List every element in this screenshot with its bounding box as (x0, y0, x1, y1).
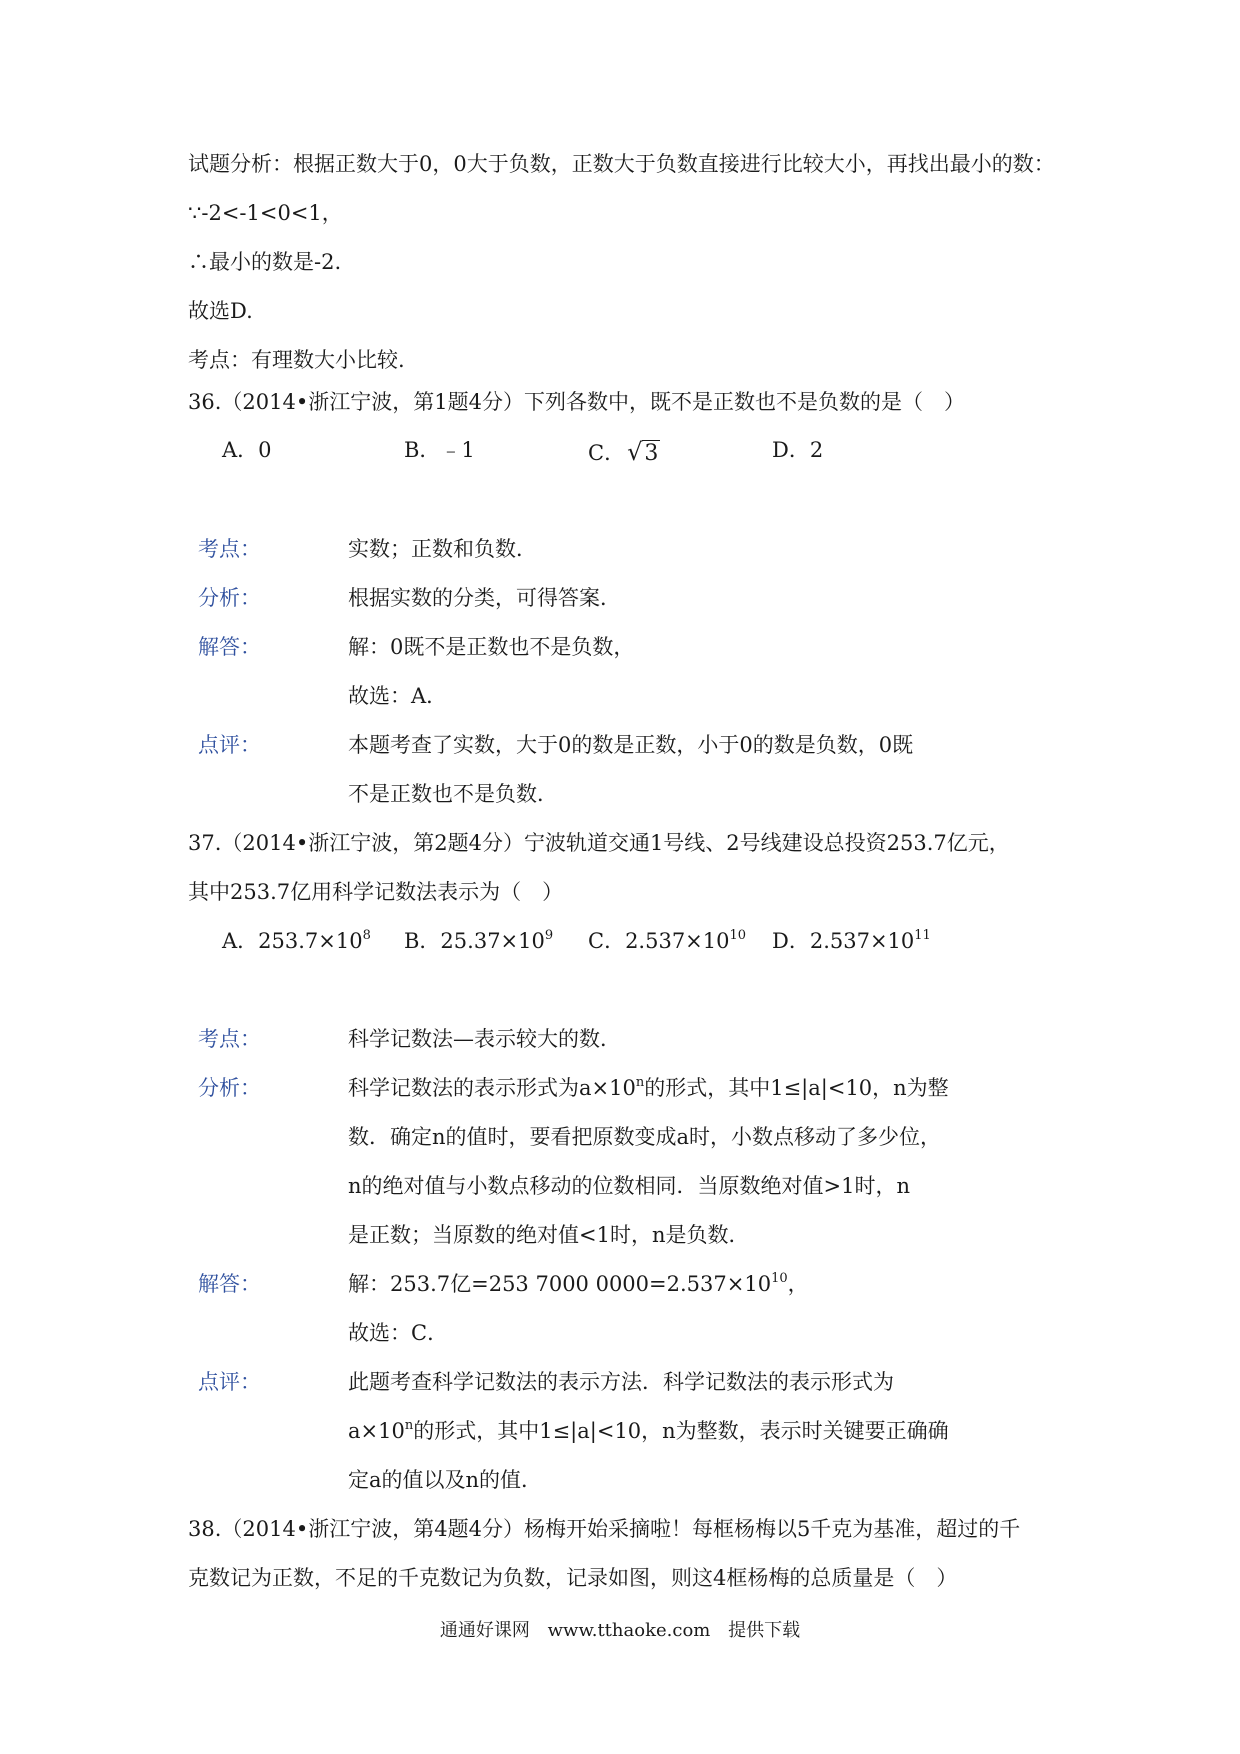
q37-dianping-label: 点评： (198, 1370, 261, 1394)
q38-stem-2: 克数记为正数，不足的千克数记为负数，记录如图，则这4框杨梅的总质量是（ ） (188, 1566, 958, 1590)
q37-option-a-exp: 8 (362, 928, 371, 943)
q36-option-c-radicand: 3 (644, 441, 659, 466)
page-footer (0, 1620, 1240, 1642)
intro-inequality-line: ∵-2<-1<0<1， (188, 201, 343, 225)
footer-url[interactable]: www.tthaoke.com (547, 1620, 711, 1641)
q37-jieda-1a: 解：253.7亿=253 7000 0000=2.537×10 (348, 1272, 772, 1296)
q36-option-c (588, 438, 660, 467)
q37-fenxi-text-3: n的绝对值与小数点移动的位数相同．当原数绝对值>1时，n (348, 1174, 911, 1198)
q37-fenxi-text-4: 是正数；当原数的绝对值<1时，n是负数． (348, 1223, 750, 1247)
q36-fenxi-text: 根据实数的分类，可得答案． (348, 586, 621, 610)
q37-option-c-base: C．2.537×10 (588, 929, 730, 953)
q37-dianping-text-1: 此题考查科学记数法的表示方法．科学记数法的表示形式为 (348, 1370, 894, 1394)
footer-tail: 提供下载 (728, 1620, 801, 1641)
q36-option-a: A．0 (222, 438, 272, 462)
q37-option-c (588, 929, 746, 954)
intro-conclusion-line: ∴最小的数是-2. (188, 250, 342, 274)
q37-jieda-text-2: 故选：C． (348, 1321, 449, 1345)
q36-kaodian-label: 考点： (198, 537, 261, 561)
q37-kaodian-label: 考点： (198, 1027, 261, 1051)
q37-option-d-exp: 11 (914, 928, 931, 943)
q37-option-b-exp: 9 (544, 928, 554, 943)
q37-option-a-base: A．253.7×10 (222, 929, 363, 953)
q36-dianping-text-2: 不是正数也不是负数． (348, 782, 558, 806)
q37-option-c-exp: 10 (729, 928, 747, 943)
q36-jieda-text-2: 故选：A． (348, 684, 448, 708)
q36-stem: 36.（2014•浙江宁波，第1题4分）下列各数中，既不是正数也不是负数的是（ ） (188, 390, 965, 414)
q37-fenxi-1-exp: n (635, 1075, 645, 1090)
q37-jieda-1b: ， (787, 1272, 809, 1296)
q36-dianping-text-1: 本题考查了实数，大于0的数是正数，小于0的数是负数，0既 (348, 733, 914, 757)
q36-kaodian-text: 实数；正数和负数． (348, 537, 537, 561)
q37-dianping-text-3: 定a的值以及n的值． (348, 1468, 543, 1492)
q37-dianping-2a: a×10 (348, 1419, 405, 1443)
q36-dianping-label: 点评： (198, 733, 261, 757)
q37-fenxi-text-1 (348, 1076, 949, 1101)
q37-fenxi-1a: 科学记数法的表示形式为a×10 (348, 1076, 636, 1100)
q37-jieda-1-exp: 10 (771, 1271, 788, 1286)
sqrt-symbol: √3 (627, 438, 659, 466)
intro-answer-line: 故选D. (188, 299, 253, 323)
q37-fenxi-label: 分析： (198, 1076, 261, 1100)
q37-option-d (772, 929, 931, 954)
q36-option-b: B．﹣1 (404, 438, 475, 462)
q37-dianping-2-exp: n (404, 1418, 414, 1433)
q37-stem-2: 其中253.7亿用科学记数法表示为（ ） (188, 880, 564, 904)
q36-option-d: D．2 (772, 438, 824, 462)
q37-jieda-label: 解答： (198, 1272, 261, 1296)
q36-option-c-prefix: C． (588, 441, 626, 465)
intro-topic-line: 考点：有理数大小比较. (188, 348, 405, 372)
intro-analysis-line: 试题分析：根据正数大于0，0大于负数，正数大于负数直接进行比较大小，再找出最小的数： (188, 152, 1055, 176)
q37-stem-1: 37.（2014•浙江宁波，第2题4分）宁波轨道交通1号线、2号线建设总投资253.7亿元， (188, 831, 1010, 855)
q37-option-b (404, 929, 553, 954)
q37-fenxi-1b: 的形式，其中1≤|a|<10，n为整 (644, 1076, 949, 1100)
q38-stem-1: 38.（2014•浙江宁波，第4题4分）杨梅开始采摘啦！每框杨梅以5千克为基准，超过的千 (188, 1517, 1021, 1541)
q37-jieda-text-1 (348, 1272, 809, 1297)
q37-option-a (222, 929, 371, 954)
q36-jieda-label: 解答： (198, 635, 261, 659)
q36-fenxi-label: 分析： (198, 586, 261, 610)
q37-fenxi-text-2: 数．确定n的值时，要看把原数变成a时，小数点移动了多少位， (348, 1125, 942, 1149)
footer-site-name: 通通好课网 (439, 1620, 530, 1641)
q37-kaodian-text: 科学记数法—表示较大的数． (348, 1027, 621, 1051)
q37-dianping-text-2 (348, 1419, 949, 1444)
q36-jieda-text-1: 解：0既不是正数也不是负数， (348, 635, 635, 659)
q37-dianping-2b: 的形式，其中1≤|a|<10，n为整数，表示时关键要正确确 (413, 1419, 949, 1443)
q37-option-b-base: B．25.37×10 (404, 929, 545, 953)
q37-option-d-base: D．2.537×10 (772, 929, 915, 953)
